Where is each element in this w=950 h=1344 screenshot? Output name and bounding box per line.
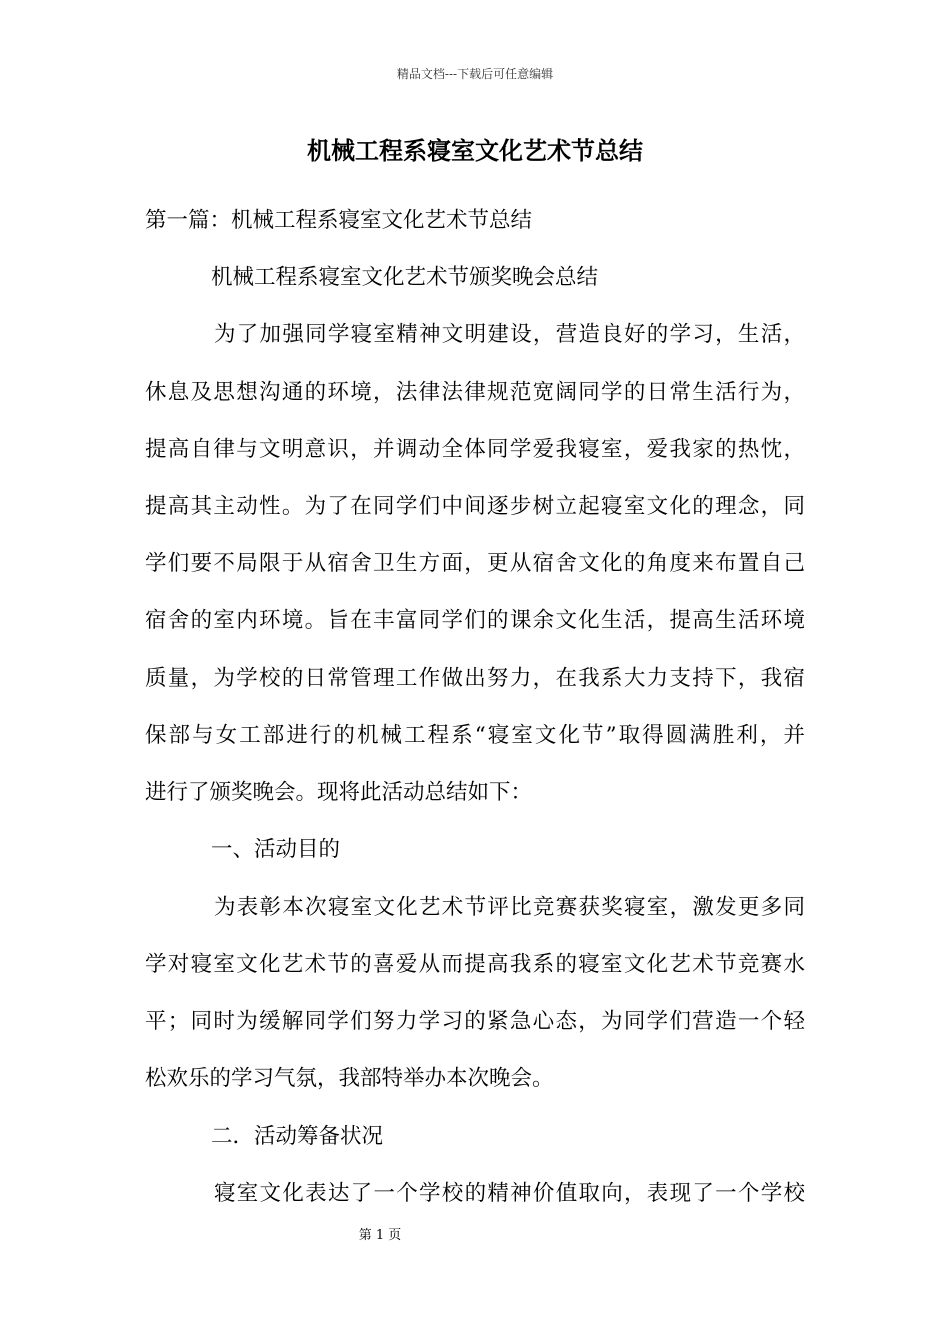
section-heading: 一、活动目的 [211,837,341,862]
paragraph-line: 质量，为学校的日常管理工作做出努力，在我系大力支持下，我宿 [145,666,805,691]
paragraph-line: 平；同时为缓解同学们努力学习的紧急心态，为同学们营造一个轻 [145,1009,805,1034]
section-heading: 第一篇：机械工程系寝室文化艺术节总结 [145,208,533,233]
page-header: 精品文档---下载后可任意编辑 [396,67,554,81]
paragraph-line: 休息及思想沟通的环境，法律法律规范宽阔同学的日常生活行为， [145,380,805,405]
paragraph-line: 宿舍的室内环境。旨在丰富同学们的课余文化生活，提高生活环境 [145,608,805,633]
paragraph-line: 为了加强同学寝室精神文明建设，营造良好的学习，生活， [214,322,805,347]
document-title: 机械工程系寝室文化艺术节总结 [307,136,643,165]
paragraph-line: 提高其主动性。为了在同学们中间逐步树立起寝室文化的理念，同 [145,494,805,519]
paragraph-line: 提高自律与文明意识，并调动全体同学爱我寝室，爱我家的热忱， [145,437,805,462]
page-number: 第 1 页 [358,1228,402,1243]
paragraph-line: 进行了颁奖晚会。现将此活动总结如下： [145,780,533,805]
paragraph-line: 为表彰本次寝室文化艺术节评比竞赛获奖寝室，激发更多同 [214,895,805,920]
section-heading: 二．活动筹备状况 [211,1124,384,1149]
paragraph-line: 松欢乐的学习气氛，我部特举办本次晚会。 [145,1066,554,1091]
paragraph-line: 学们要不局限于从宿舍卫生方面，更从宿舍文化的角度来布置自己 [145,551,805,576]
paragraph-line: 保部与女工部进行的机械工程系“寝室文化节”取得圆满胜利，并 [145,723,805,748]
paragraph-line: 寝室文化表达了一个学校的精神价值取向，表现了一个学校 [214,1181,805,1206]
paragraph-line: 学对寝室文化艺术节的喜爱从而提高我系的寝室文化艺术节竞赛水 [145,952,805,977]
subtitle: 机械工程系寝室文化艺术节颁奖晚会总结 [211,265,599,290]
